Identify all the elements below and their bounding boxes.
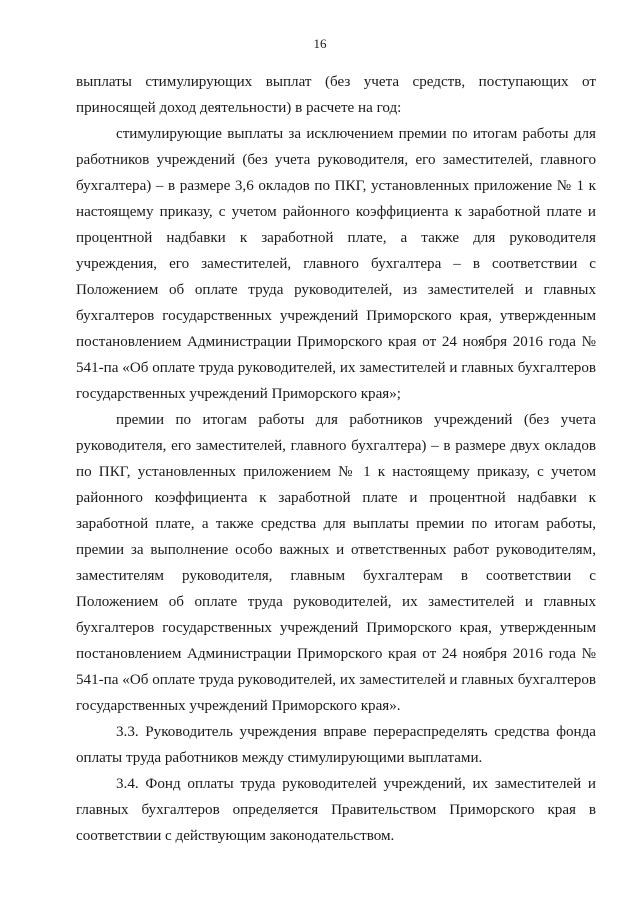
paragraph-stimulating-payments: стимулирующие выплаты за исключением премии по итогам работы для работников учреждений (без учета руководителя, его заместителей, главного бухгалтера) – в размере 3,6 окладов по ПКГ, установленных приложение № 1 к настоящему приказу, с учетом районного коэффициента к заработной плате и процентной надбавки к заработной плате, а также для руководителя учреждения, его заместителей, главного бухгалтера – в соответствии с Положением об оплате труда руководителей, из заместителей и главных бухгалтеров государственных учреждений Приморского края, утвержденным постановлением Администрации Приморского края от 24 ноября 2016 года № 541-па «Об оплате труда руководителей, их заместителей и главных бухгалтеров государственных учреждений Приморского края»; — [76, 126, 596, 402]
paragraph-clause-3-4: 3.4. Фонд оплаты труда руководителей учреждений, их заместителей и главных бухгалтеров определяется Правительством Приморского края в соответствии с действующим законодательством. — [76, 776, 596, 844]
paragraph-clause-3-3: 3.3. Руководитель учреждения вправе перераспределять средства фонда оплаты труда работников между стимулирующими выплатами. — [76, 724, 596, 766]
paragraph-bonuses: премии по итогам работы для работников учреждений (без учета руководителя, его заместителей, главного бухгалтера) – в размере двух окладов по ПКГ, установленных приложением № 1 к настоящему приказу, с учетом районного коэффициента к заработной плате и процентной надбавки к заработной плате, а также средства для выплаты премии по итогам работы, премии за выполнение особо важных и ответственных работ руководителям, заместителям руководителя, главным бухгалтерам в соответствии с Положением об оплате труда руководителей, их заместителей и главных бухгалтеров государственных учреждений Приморского края, утвержденным постановлением Администрации Приморского края от 24 ноября 2016 года № 541-па «Об оплате труда руководителей, их заместителей и главных бухгалтеров государственных учреждений Приморского края». — [76, 412, 596, 714]
paragraph-continuation: выплаты стимулирующих выплат (без учета средств, поступающих от приносящей доход деятельности) в расчете на год: — [76, 74, 596, 116]
page-number: 16 — [313, 36, 327, 51]
document-body — [76, 69, 596, 849]
